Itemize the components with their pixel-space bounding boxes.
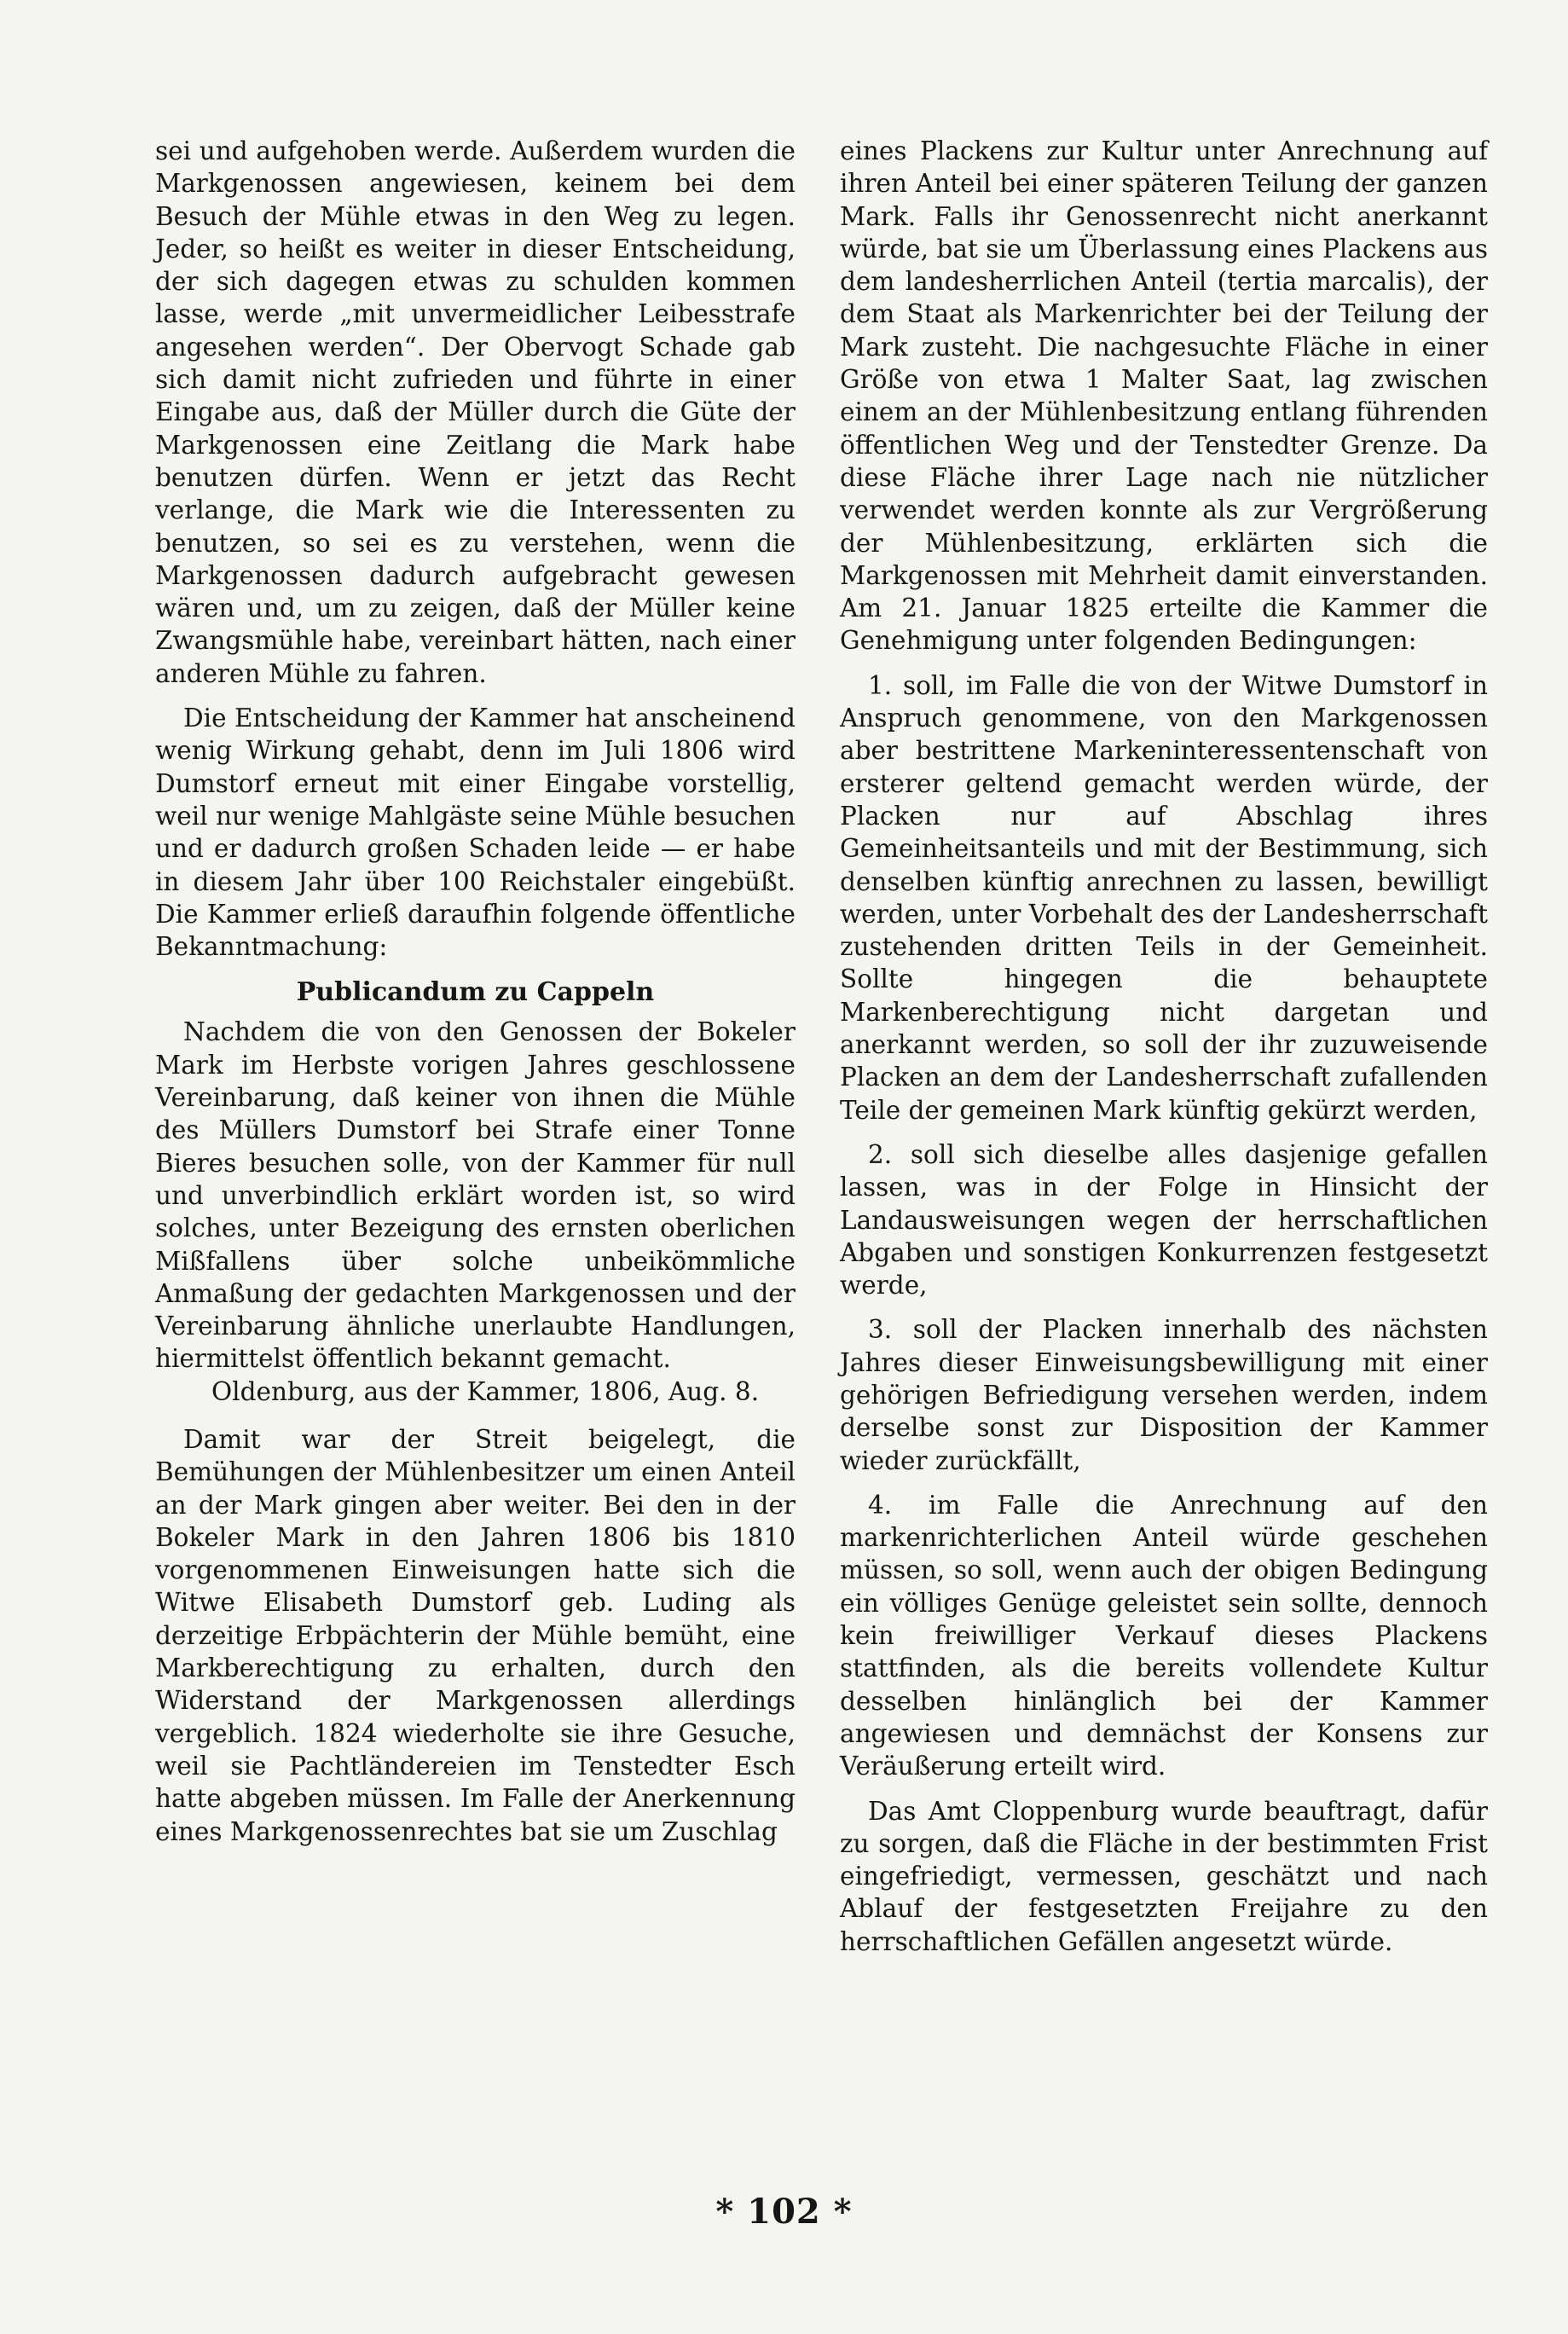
paragraph: Damit war der Streit beigelegt, die Bemühungen der Mühlenbesitzer um einen Anteil an der Mark gingen aber weiter. Bei den in der Bokeler Mark in den Jahren 1806 bis 1810 vorgenommenen Einweisungen hatte sich die Witwe Elisabeth Dumstorf geb. Luding als derzeitige Erbpächterin der Mühle bemüht, eine Markberechtigung zu erhalten, durch den Widerstand der Markgenossen allerdings vergeblich. 1824 wiederholte sie ihre Gesuche, weil sie Pachtländereien im Tenstedter Esch hatte abgeben müssen. Im Falle der Anerkennung eines Markgenossenrechtes bat sie um Zuschlag	[155, 1424, 796, 1846]
signoff-line: Oldenburg, aus der Kammer, 1806, Aug. 8.	[211, 1376, 760, 1406]
right-column	[840, 135, 1488, 1958]
paragraph: eines Plackens zur Kultur unter Anrechnung auf ihren Anteil bei einer späteren Teilung der ganzen Mark. Falls ihr Genossenrecht nicht anerkannt würde, bat sie um Überlassung eines Plackens aus dem landesherrlichen Anteil (tertia marcalis), der dem Staat als Markenrichter bei der Teilung der Mark zusteht. Die nachgesuchte Fläche in einer Größe von etwa 1 Malter Saat, lag zwischen einem an der Mühlenbesitzung entlang führenden öffentlichen Weg und der Tenstedter Grenze. Da diese Fläche ihrer Lage nach nie nützlicher verwendet werden konnte als zur Vergrößerung der Mühlenbesitzung, erklärten sich die Markgenossen mit Mehrheit damit einverstanden. Am 21. Januar 1825 erteilte die Kammer die Genehmigung unter folgenden Bedingungen:	[840, 136, 1488, 656]
condition-item: 4. im Falle die Anrechnung auf den markenrichterlichen Anteil würde geschehen müssen, so soll, wenn auch der obigen Bedingung ein völliges Genüge geleistet sein sollte, dennoch kein freiwilliger Verkauf dieses Plackens stattfinden, als die bereits vollendete Kultur desselben hinlänglich bei der Kammer angewiesen und demnächst der Konsens zur Veräußerung erteilt wird.	[840, 1490, 1488, 1781]
publicandum-text: Nachdem die von den Genossen der Bokeler Mark im Herbste vorigen Jahres geschlossene Vereinbarung, daß keiner von ihnen die Mühle des Müllers Dumstorf bei Strafe einer Tonne Bieres besuchen solle, von der Kammer für null und unverbindlich erklärt worden ist, so wird solches, unter Bezeigung des ernsten oberlichen Mißfallens über solche unbeikömmliche Anmaßung der gedachten Markgenossen und der Vereinbarung ähnliche unerlaubte Handlungen, hiermittelst öffentlich bekannt gemacht.	[155, 1017, 796, 1374]
condition-item: 1. soll, im Falle die von der Witwe Dumstorf in Anspruch genommene, von den Markgenossen aber bestrittene Markeninteressentenschaft von ersterer geltend gemacht werden würde, der Placken nur auf Abschlag ihres Gemeinheitsanteils und mit der Bestimmung, sich denselben künftig anrechnen zu lassen, bewilligt werden, unter Vorbehalt des der Landesherrschaft zustehenden dritten Teils in der Gemeinheit. Sollte hingegen die behauptete Markenberechtigung nicht dargetan und anerkannt werden, so soll der ihr zuzuweisende Placken an dem der Landesherrschaft zufallenden Teile der gemeinen Mark künftig gekürzt werden,	[840, 670, 1488, 1125]
page-number: * 102 *	[715, 2192, 853, 2232]
paragraph: Das Amt Cloppenburg wurde beauftragt, dafür zu sorgen, daß die Fläche in der bestimmten Frist eingefriedigt, vermessen, geschätzt und nach Ablauf der festgesetzten Freijahre zu den herrschaftlichen Gefällen angesetzt würde.	[840, 1796, 1488, 1956]
condition-item: 2. soll sich dieselbe alles dasjenige gefallen lassen, was in der Folge in Hinsicht der Landausweisungen wegen der herrschaftlichen Abgaben und sonstigen Konkurrenzen festgesetzt werde,	[840, 1139, 1488, 1300]
section-heading: Publicandum zu Cappeln	[296, 977, 655, 1008]
paragraph: sei und aufgehoben werde. Außerdem wurden die Markgenossen angewiesen, keinem bei dem Besuch der Mühle etwas in den Weg zu legen. Jeder, so heißt es weiter in dieser Entscheidung, der sich dagegen etwas zu schulden kommen lasse, werde „mit unvermeidlicher Leibesstrafe angesehen werden“. Der Obervogt Schade gab sich damit nicht zufrieden und führte in einer Eingabe aus, daß der Müller durch die Güte der Markgenossen eine Zeitlang die Mark habe benutzen dürfen. Wenn er jetzt das Recht verlange, die Mark wie die Interessenten zu benutzen, so sei es zu verstehen, wenn die Markgenossen dadurch aufgebracht gewesen wären und, um zu zeigen, daß der Müller keine Zwangsmühle habe, vereinbart hätten, nach einer anderen Mühle zu fahren.	[155, 136, 796, 688]
left-column	[155, 135, 796, 1848]
paragraph: Die Entscheidung der Kammer hat anscheinend wenig Wirkung gehabt, denn im Juli 1806 wird Dumstorf erneut mit einer Eingabe vorstellig, weil nur wenige Mahlgäste seine Mühle besuchen und er dadurch großen Schaden leide — er habe in diesem Jahr über 100 Reichstaler eingebüßt. Die Kammer erließ daraufhin folgende öffentliche Bekanntmachung:	[155, 704, 796, 962]
condition-item: 3. soll der Placken innerhalb des nächsten Jahres dieser Einweisungsbewilligung mit einer gehörigen Befriedigung versehen werden, indem derselbe sonst zur Disposition der Kammer wieder zurückfällt,	[840, 1315, 1488, 1475]
